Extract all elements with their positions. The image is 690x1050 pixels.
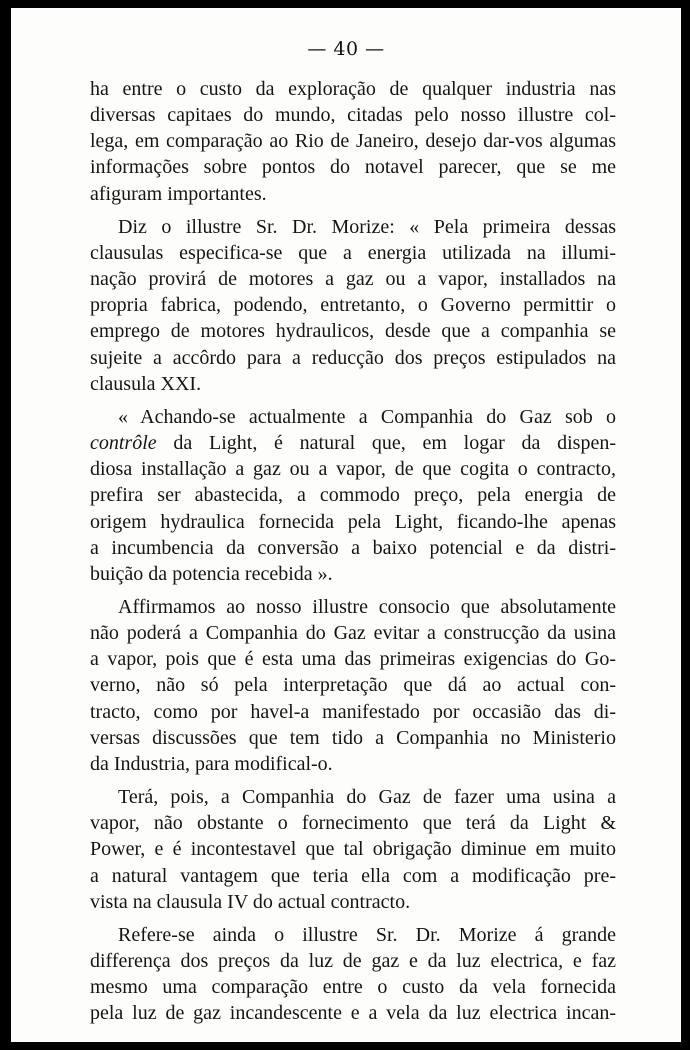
text-line: vapor, não obstante o fornecimento que terá da Light & — [90, 812, 616, 835]
text-line: vista na clausula IV do actual contracto. — [90, 890, 411, 913]
text-line: lega, em comparação ao Rio de Janeiro, desejo dar-vos algumas — [90, 130, 616, 153]
text-line: contrôle da Light, é natural que, em logar da dispen- — [90, 432, 616, 455]
text-line: da Industria, para modifical-o. — [90, 752, 333, 775]
text-line: não poderá a Companhia do Gaz evitar a construcção da usina — [90, 622, 616, 645]
paragraph-6 — [90, 922, 616, 1027]
text-line: a incumbencia da conversão a baixo potencial e da distri- — [90, 536, 616, 559]
text-line: ha entre o custo da exploração de qualquer industria nas — [90, 78, 616, 100]
body-text — [90, 76, 616, 1026]
text-line: a vapor, pois que é esta uma das primeiras exigencias do Go- — [90, 648, 616, 671]
text-line: a natural vantagem que teria ella com a modificação pre- — [90, 864, 616, 887]
paragraph-1 — [90, 76, 616, 207]
text-line: Refere-se ainda o illustre Sr. Dr. Morize á grande — [118, 923, 616, 946]
text-line: verno, não só pela interpretação que dá ao actual con- — [90, 674, 616, 697]
document-page — [11, 8, 681, 1042]
text-line: propria fabrica, podendo, entretanto, o Governo permittir o — [90, 294, 616, 317]
text-line: prefira ser abastecida, a commodo preço, pela energia de — [90, 484, 616, 507]
text-line: sujeite a accôrdo para a reducção dos preços estipulados na — [90, 346, 616, 369]
paragraph-4 — [90, 594, 616, 777]
text-line: Power, e é incontestavel que tal obrigação diminue em muito — [90, 838, 616, 861]
text-line: clausula XXI. — [90, 372, 202, 395]
text-line: origem hydraulica fornecida pela Light, ficando-lhe apenas — [90, 510, 616, 533]
text-line: Terá, pois, a Companhia do Gaz de fazer uma usina a — [118, 786, 616, 809]
text-line: afiguram importantes. — [90, 182, 267, 205]
paragraph-5 — [90, 784, 616, 915]
text-line: informações sobre pontos do notavel parecer, que se me — [90, 156, 616, 179]
text-line: mesmo uma comparação entre o custo da vela fornecida — [90, 976, 616, 999]
text-line: Diz o illustre Sr. Dr. Morize: « Pela primeira dessas — [118, 215, 616, 238]
text-line: « Achando-se actualmente a Companhia do Gaz sob o — [118, 405, 616, 428]
text-line: diversas capitaes do mundo, citadas pelo nosso illustre col- — [90, 104, 616, 127]
text-line: Affirmamos ao nosso illustre consocio que absolutamente — [118, 595, 616, 618]
text-line: diosa installação a gaz ou a vapor, de que cogita o contracto, — [90, 458, 616, 481]
text-line: clausulas especifica-se que a energia utilizada na illumi- — [90, 241, 616, 264]
paragraph-2 — [90, 214, 616, 397]
text-line: pela luz de gaz incandescente e a vela da luz electrica incan- — [90, 1002, 616, 1025]
text-line: buição da potencia recebida ». — [90, 562, 333, 585]
paragraph-3 — [90, 404, 616, 587]
text-line: versas discussões que tem tido a Companhia no Ministerio — [90, 726, 616, 749]
text-line: differença dos preços da luz de gaz e da luz electrica, e faz — [90, 950, 616, 972]
text-line: tracto, como por havel-a manifestado por occasião das di- — [90, 700, 616, 723]
page-number: — 40 — — [307, 38, 385, 60]
text-line: nação provirá de motores a gaz ou a vapor, installados na — [90, 268, 616, 291]
text-line: emprego de motores hydraulicos, desde que a companhia se — [90, 320, 616, 343]
